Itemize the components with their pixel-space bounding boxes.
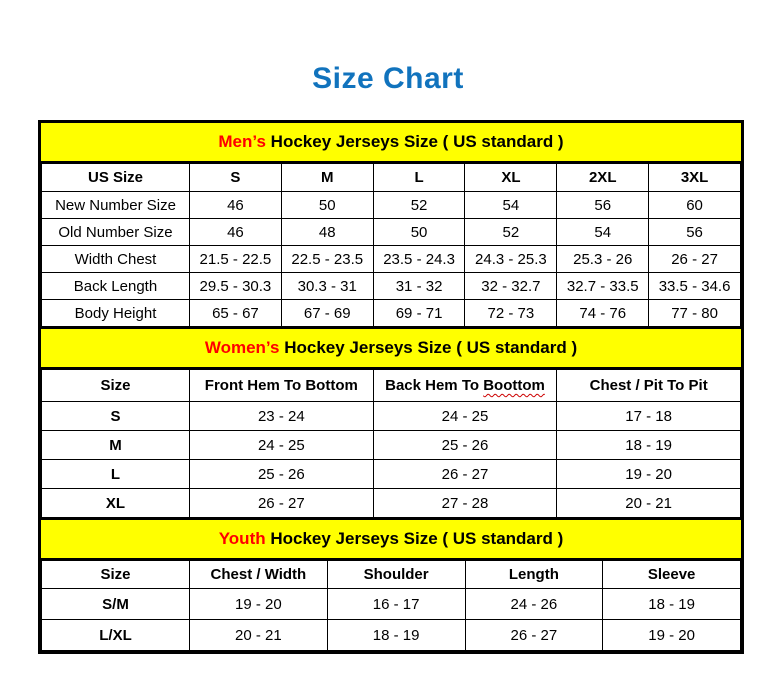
cell-value: 19 - 20 — [603, 620, 741, 651]
cell-value: 74 - 76 — [557, 300, 649, 327]
youth-header-row — [42, 561, 741, 589]
row-label: New Number Size — [42, 192, 190, 219]
cell-value: 18 - 19 — [603, 589, 741, 620]
page-title: Size Chart — [312, 62, 464, 95]
womens-col-header: Size — [42, 370, 190, 402]
cell-value: 24 - 25 — [373, 402, 557, 431]
womens-header-row — [42, 370, 741, 402]
cell-value: 50 — [373, 219, 465, 246]
womens-title-highlight: Women’s — [204, 338, 280, 357]
cell-value: 26 - 27 — [465, 620, 603, 651]
cell-value: 32 - 32.7 — [465, 273, 557, 300]
row-label: Back Length — [42, 273, 190, 300]
row-label: L/XL — [42, 620, 190, 651]
cell-value: 25 - 26 — [190, 460, 374, 489]
mens-title-rest: Hockey Jerseys Size ( US standard ) — [270, 132, 564, 151]
cell-value: 30.3 - 31 — [281, 273, 373, 300]
mens-title-highlight: Men’s — [218, 132, 266, 151]
youth-col-header: Shoulder — [327, 561, 465, 589]
cell-value: 46 — [190, 192, 282, 219]
row-label: Old Number Size — [42, 219, 190, 246]
back-hem-misspelled-word: Boottom — [483, 377, 545, 394]
cell-value: 56 — [649, 219, 741, 246]
mens-col-header: US Size — [42, 164, 190, 192]
womens-section-title-band — [41, 327, 741, 369]
youth-col-header: Chest / Width — [190, 561, 328, 589]
table-row — [42, 489, 741, 518]
cell-value: 24 - 25 — [190, 431, 374, 460]
cell-value: 26 - 27 — [190, 489, 374, 518]
mens-size-table — [41, 163, 741, 327]
cell-value: 17 - 18 — [557, 402, 741, 431]
table-row — [42, 219, 741, 246]
mens-col-header: 2XL — [557, 164, 649, 192]
cell-value: 32.7 - 33.5 — [557, 273, 649, 300]
cell-value: 23 - 24 — [190, 402, 374, 431]
womens-title-rest: Hockey Jerseys Size ( US standard ) — [284, 338, 578, 357]
cell-value: 54 — [557, 219, 649, 246]
cell-value: 24 - 26 — [465, 589, 603, 620]
row-label: L — [42, 460, 190, 489]
row-label: M — [42, 431, 190, 460]
youth-section-title-band — [41, 518, 741, 560]
cell-value: 60 — [649, 192, 741, 219]
mens-col-header: M — [281, 164, 373, 192]
cell-value: 16 - 17 — [327, 589, 465, 620]
youth-col-header: Size — [42, 561, 190, 589]
cell-value: 24.3 - 25.3 — [465, 246, 557, 273]
womens-col-header: Chest / Pit To Pit — [557, 370, 741, 402]
cell-value: 26 - 27 — [649, 246, 741, 273]
cell-value: 72 - 73 — [465, 300, 557, 327]
youth-col-header: Length — [465, 561, 603, 589]
table-row — [42, 620, 741, 651]
womens-size-table — [41, 369, 741, 518]
cell-value: 31 - 32 — [373, 273, 465, 300]
youth-title-rest: Hockey Jerseys Size ( US standard ) — [270, 529, 564, 548]
cell-value: 25 - 26 — [373, 431, 557, 460]
youth-size-table — [41, 560, 741, 651]
cell-value: 56 — [557, 192, 649, 219]
back-hem-prefix: Back Hem To — [385, 377, 480, 394]
mens-col-header: 3XL — [649, 164, 741, 192]
row-label: S — [42, 402, 190, 431]
cell-value: 18 - 19 — [327, 620, 465, 651]
cell-value: 69 - 71 — [373, 300, 465, 327]
table-row — [42, 431, 741, 460]
womens-col-header: Front Hem To Bottom — [190, 370, 374, 402]
mens-col-header: XL — [465, 164, 557, 192]
mens-col-header: S — [190, 164, 282, 192]
mens-section-title-band — [41, 123, 741, 163]
table-row — [42, 589, 741, 620]
cell-value: 18 - 19 — [557, 431, 741, 460]
youth-col-header: Sleeve — [603, 561, 741, 589]
cell-value: 19 - 20 — [557, 460, 741, 489]
table-row — [42, 402, 741, 431]
cell-value: 27 - 28 — [373, 489, 557, 518]
row-label: XL — [42, 489, 190, 518]
cell-value: 22.5 - 23.5 — [281, 246, 373, 273]
womens-col-header-back-hem — [373, 370, 557, 402]
cell-value: 48 — [281, 219, 373, 246]
mens-col-header: L — [373, 164, 465, 192]
row-label: Body Height — [42, 300, 190, 327]
youth-title-highlight: Youth — [218, 529, 266, 548]
cell-value: 77 - 80 — [649, 300, 741, 327]
table-row — [42, 460, 741, 489]
cell-value: 26 - 27 — [373, 460, 557, 489]
cell-value: 21.5 - 22.5 — [190, 246, 282, 273]
size-chart-tables — [38, 120, 744, 654]
cell-value: 52 — [465, 219, 557, 246]
row-label: Width Chest — [42, 246, 190, 273]
cell-value: 20 - 21 — [557, 489, 741, 518]
table-row — [42, 300, 741, 327]
cell-value: 52 — [373, 192, 465, 219]
cell-value: 54 — [465, 192, 557, 219]
table-row — [42, 246, 741, 273]
row-label: S/M — [42, 589, 190, 620]
mens-header-row — [42, 164, 741, 192]
cell-value: 67 - 69 — [281, 300, 373, 327]
table-row — [42, 273, 741, 300]
cell-value: 33.5 - 34.6 — [649, 273, 741, 300]
cell-value: 46 — [190, 219, 282, 246]
table-row — [42, 192, 741, 219]
cell-value: 25.3 - 26 — [557, 246, 649, 273]
cell-value: 29.5 - 30.3 — [190, 273, 282, 300]
cell-value: 23.5 - 24.3 — [373, 246, 465, 273]
cell-value: 50 — [281, 192, 373, 219]
cell-value: 19 - 20 — [190, 589, 328, 620]
cell-value: 65 - 67 — [190, 300, 282, 327]
cell-value: 20 - 21 — [190, 620, 328, 651]
